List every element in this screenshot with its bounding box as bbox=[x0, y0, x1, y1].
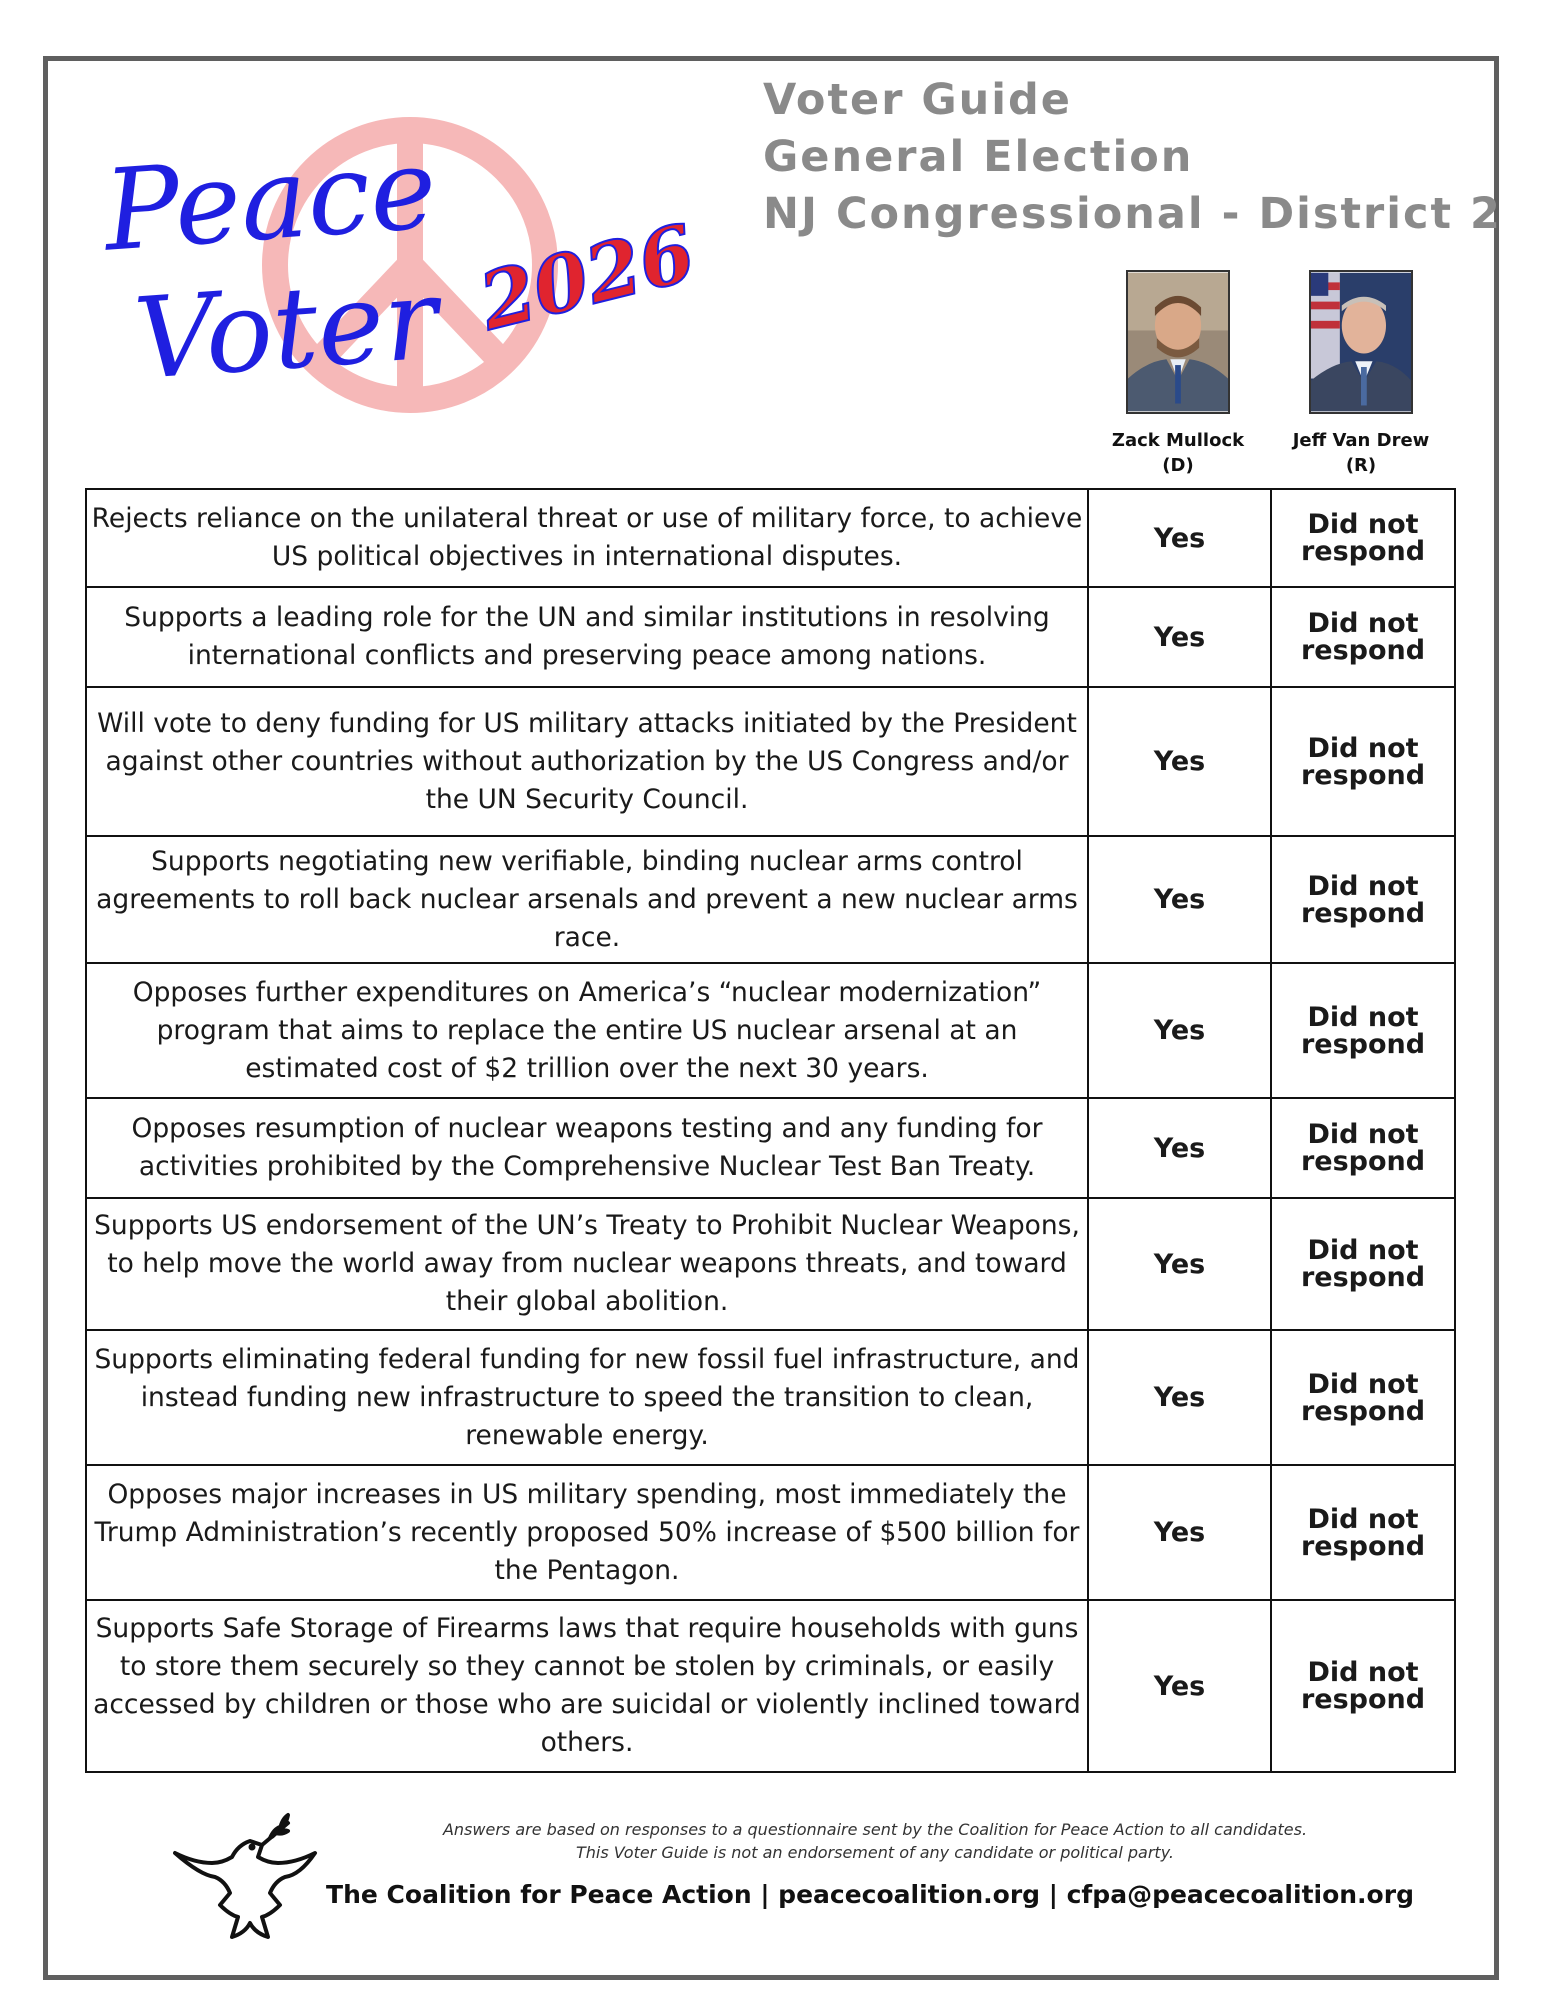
peace-voter-logo bbox=[95, 105, 695, 425]
candidate-photo bbox=[1309, 270, 1413, 414]
candidate-mullock bbox=[1098, 270, 1258, 478]
answer-mullock: Yes bbox=[1088, 963, 1271, 1098]
answer-mullock: Yes bbox=[1088, 1600, 1271, 1772]
answer-van-drew: Did not respond bbox=[1271, 1098, 1455, 1198]
answer-mullock: Yes bbox=[1088, 836, 1271, 963]
issue-text: Supports negotiating new verifiable, binding nuclear arms control agreements to roll back nuclear arsenals and prevent a new nuclear arms race. bbox=[86, 836, 1088, 963]
answer-van-drew: Did not respond bbox=[1271, 587, 1455, 687]
dove-icon bbox=[170, 1805, 320, 1945]
table-row bbox=[86, 1330, 1455, 1465]
table-row bbox=[86, 1198, 1455, 1330]
header-subtitle: General Election bbox=[763, 132, 1194, 182]
candidate-party: (R) bbox=[1345, 455, 1377, 476]
candidate-name: Zack Mullock bbox=[1111, 430, 1245, 451]
answer-mullock: Yes bbox=[1088, 1330, 1271, 1465]
answer-van-drew: Did not respond bbox=[1271, 489, 1455, 587]
issue-text: Opposes resumption of nuclear weapons testing and any funding for activities prohibited by the Comprehensive Nuclear Test Ban Treaty. bbox=[86, 1098, 1088, 1198]
issue-text: Opposes further expenditures on America’s “nuclear modernization” program that aims to replace the entire US nuclear arsenal at an estimated cost of $2 trillion over the next 30 years. bbox=[86, 963, 1088, 1098]
candidate-van-drew bbox=[1281, 270, 1441, 478]
logo-word-peace: Peace bbox=[99, 123, 441, 277]
disclaimer-text: Answers are based on responses to a questionnaire sent by the Coalition for Peace Action to all candidates. This Voter Guide is not an endorsement of any candidate or political party. bbox=[442, 1820, 1308, 1862]
table-row bbox=[86, 1465, 1455, 1600]
table-row bbox=[86, 587, 1455, 687]
candidate-name: Jeff Van Drew bbox=[1292, 430, 1430, 451]
answer-mullock: Yes bbox=[1088, 587, 1271, 687]
issue-text: Opposes major increases in US military spending, most immediately the Trump Administration’s recently proposed 50% increase of $500 billion for the Pentagon. bbox=[86, 1465, 1088, 1600]
issue-text: Will vote to deny funding for US military attacks initiated by the President against other countries without authorization by the US Congress and/or the UN Security Council. bbox=[86, 687, 1088, 836]
candidate-party: (D) bbox=[1162, 455, 1194, 476]
table-row bbox=[86, 1098, 1455, 1198]
table-row bbox=[86, 836, 1455, 963]
guide-header bbox=[763, 72, 1502, 243]
table-row bbox=[86, 489, 1455, 587]
issue-text: Supports Safe Storage of Firearms laws that require households with guns to store them securely so they cannot be stolen by criminals, or easily accessed by children or those who are suicidal or violently inclined toward others. bbox=[86, 1600, 1088, 1772]
issue-text: Supports a leading role for the UN and similar institutions in resolving international conflicts and preserving peace among nations. bbox=[86, 587, 1088, 687]
answer-van-drew: Did not respond bbox=[1271, 1600, 1455, 1772]
answer-van-drew: Did not respond bbox=[1271, 1198, 1455, 1330]
answer-mullock: Yes bbox=[1088, 489, 1271, 587]
table-row bbox=[86, 963, 1455, 1098]
answer-mullock: Yes bbox=[1088, 687, 1271, 836]
issue-text: Rejects reliance on the unilateral threat or use of military force, to achieve US political objectives in international disputes. bbox=[86, 489, 1088, 587]
issue-text: Supports US endorsement of the UN’s Treaty to Prohibit Nuclear Weapons, to help move the world away from nuclear weapons threats, and toward their global abolition. bbox=[86, 1198, 1088, 1330]
header-district: NJ Congressional - District 2 bbox=[763, 189, 1502, 239]
answer-mullock: Yes bbox=[1088, 1465, 1271, 1600]
logo-year: 2026 bbox=[471, 207, 695, 349]
candidate-photo bbox=[1126, 270, 1230, 414]
answer-mullock: Yes bbox=[1088, 1098, 1271, 1198]
positions-table bbox=[85, 488, 1456, 1773]
logo-word-voter: Voter bbox=[130, 254, 442, 406]
answer-van-drew: Did not respond bbox=[1271, 836, 1455, 963]
answer-van-drew: Did not respond bbox=[1271, 963, 1455, 1098]
table-row bbox=[86, 687, 1455, 836]
table-row bbox=[86, 1600, 1455, 1772]
header-title: Voter Guide bbox=[763, 75, 1072, 125]
answer-van-drew: Did not respond bbox=[1271, 687, 1455, 836]
answer-mullock: Yes bbox=[1088, 1198, 1271, 1330]
answer-van-drew: Did not respond bbox=[1271, 1465, 1455, 1600]
contact-line: The Coalition for Peace Action | peacecoalition.org | cfpa@peacecoalition.org bbox=[326, 1880, 1414, 1909]
answer-van-drew: Did not respond bbox=[1271, 1330, 1455, 1465]
issue-text: Supports eliminating federal funding for new fossil fuel infrastructure, and instead funding new infrastructure to speed the transition to clean, renewable energy. bbox=[86, 1330, 1088, 1465]
